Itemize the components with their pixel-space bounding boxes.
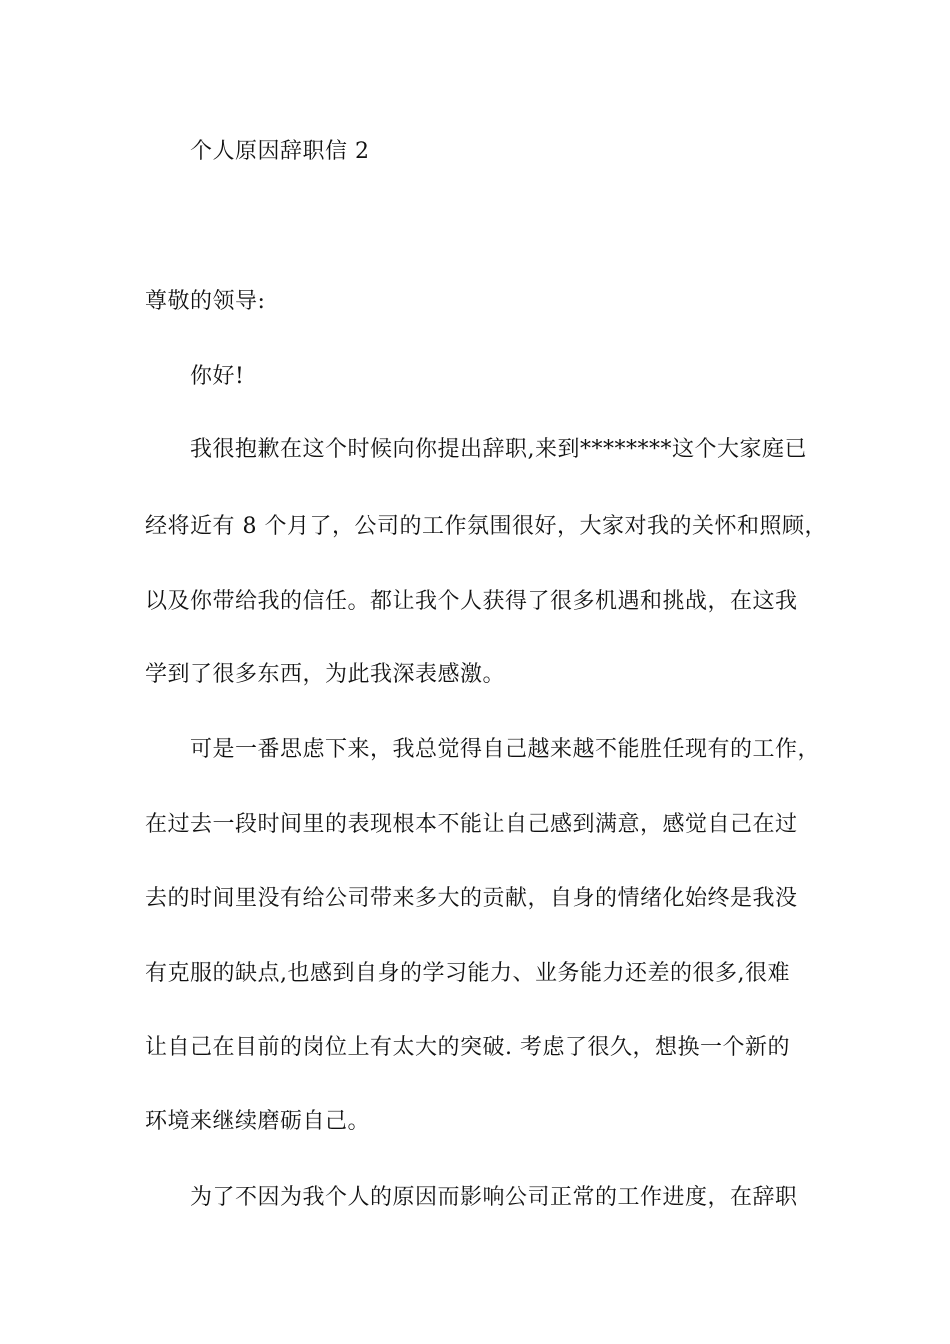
- paragraph-line: 经将近有 8 个月了，公司的工作氛围很好，大家对我的关怀和照顾，: [145, 514, 827, 539]
- paragraph-line: 可是一番思虑下来，我总觉得自己越来越不能胜任现有的工作，: [190, 737, 821, 762]
- salutation: 尊敬的领导:: [145, 289, 266, 314]
- paragraph-line: 为了不因为我个人的原因而影响公司正常的工作进度，在辞职: [190, 1185, 798, 1210]
- paragraph-line: 以及你带给我的信任。都让我个人获得了很多机遇和挑战，在这我: [145, 589, 798, 614]
- paragraph-line: 有克服的缺点,也感到自身的学习能力、业务能力还差的很多,很难: [145, 961, 790, 986]
- document-title: 个人原因辞职信 2: [190, 139, 370, 164]
- paragraph-line: 环境来继续磨砺自己。: [145, 1109, 371, 1134]
- greeting: 你好!: [190, 364, 245, 389]
- paragraph-line: 在过去一段时间里的表现根本不能让自己感到满意，感觉自己在过: [145, 812, 798, 837]
- paragraph-line: 去的时间里没有给公司带来多大的贡献，自身的情绪化始终是我没: [145, 886, 798, 911]
- paragraph-line: 学到了很多东西，为此我深表感激。: [145, 662, 506, 687]
- paragraph-line: 让自己在目前的岗位上有太大的突破. 考虑了很久，想换一个新的: [145, 1035, 790, 1060]
- paragraph-line: 我很抱歉在这个时候向你提出辞职,来到********这个大家庭已: [190, 437, 807, 462]
